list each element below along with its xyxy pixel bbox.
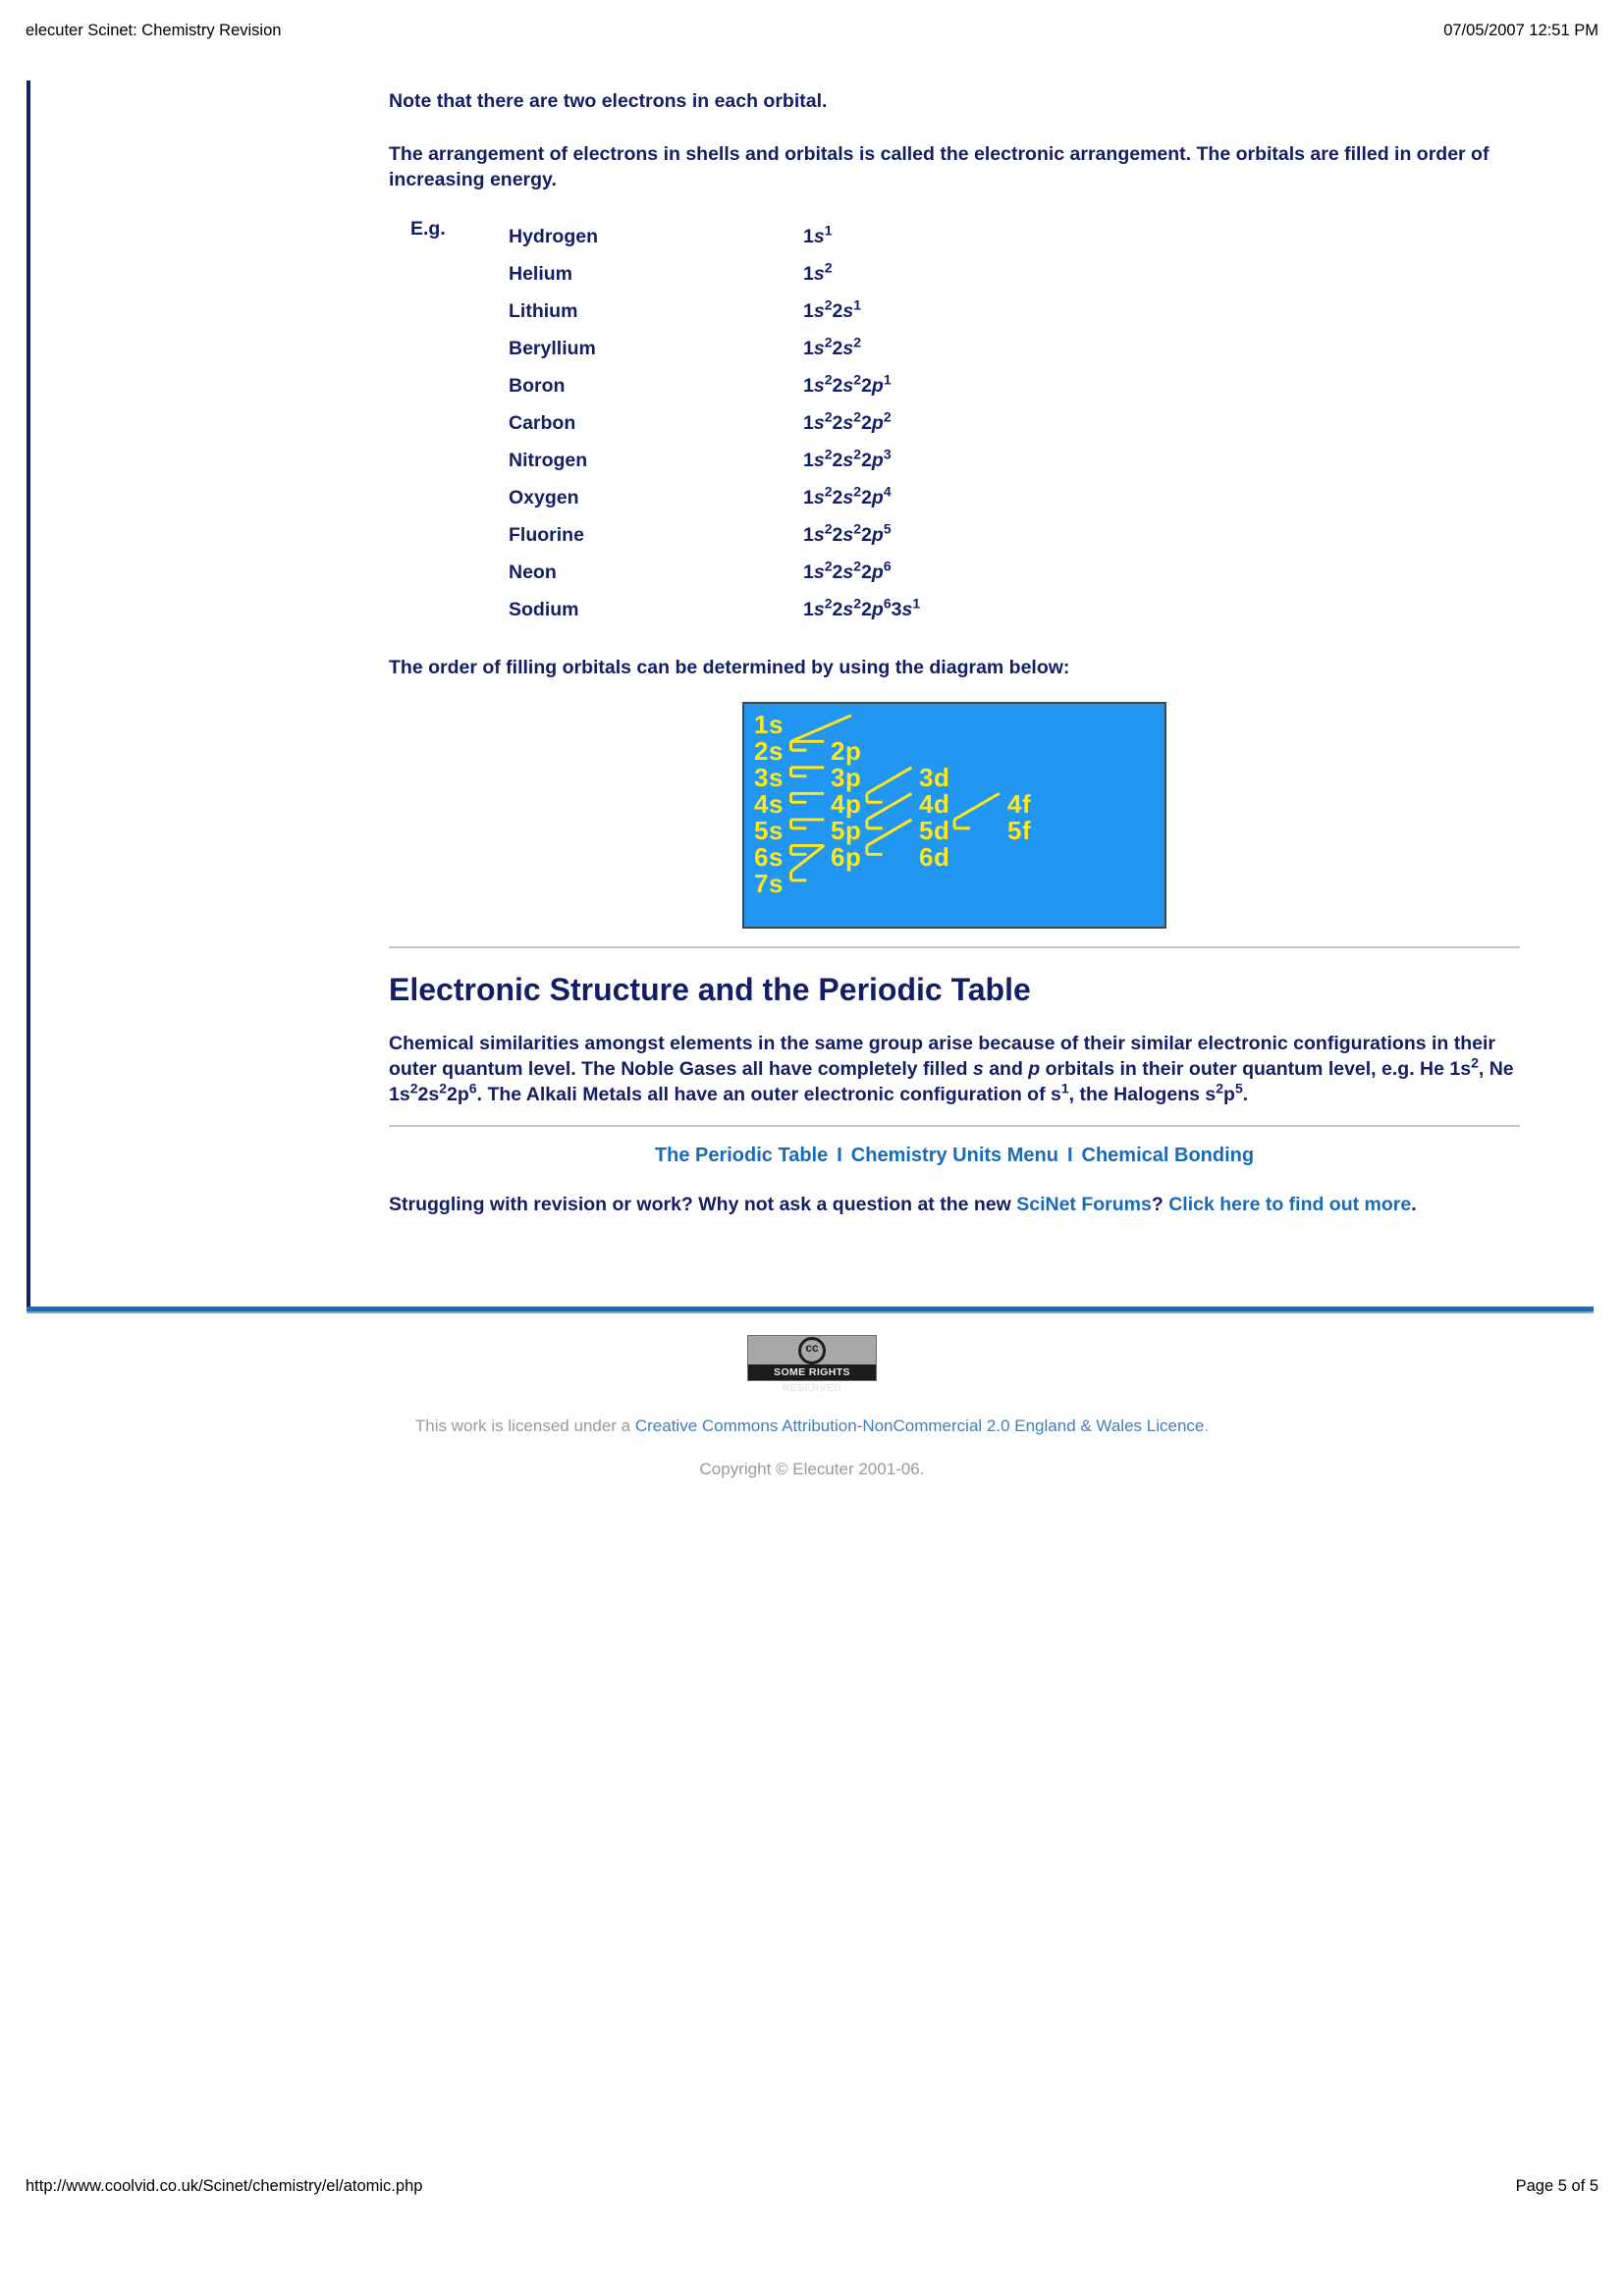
nav-link-chemistry-units-menu[interactable]: Chemistry Units Menu [850,1145,1058,1166]
element-name: Hydrogen [509,226,599,247]
cc-icon: cc [798,1337,826,1364]
orbital-label-6p: 6p [831,842,862,872]
orbital-label-5s: 5s [754,816,784,845]
orbital-label-5f: 5f [1007,816,1032,845]
element-row [509,293,1520,330]
orbital-label-2s: 2s [754,736,784,766]
element-row [509,255,1520,293]
element-configuration: $1s^22s^2$ [803,334,862,359]
orbital-label-1s: 1s [754,710,784,739]
page-title: Electronic Structure and the Periodic Table [389,972,1031,1007]
orbital-filling-diagram [742,702,1166,929]
arrow-3p-to-3s [791,768,825,776]
orbital-diagram-wrapper [389,702,1520,929]
navigation-links [389,1145,1520,1167]
cta-link-click-here[interactable]: Click here to find out more [1168,1194,1412,1215]
element-configuration: $1s^22s^22p^4$ [803,483,892,508]
element-configuration: $1s^22s^22p^5$ [803,520,892,546]
element-row [509,479,1520,516]
element-name: Beryllium [509,338,596,359]
order-of-filling-paragraph: The order of filling orbitals can be determined by using the diagram below: [389,657,1070,678]
element-configuration: $1s^22s^22p^6$ [803,558,892,583]
arrow-6p-to-7s [791,845,825,880]
cta-paragraph [389,1191,1520,1218]
orbital-label-2p: 2p [831,736,862,766]
element-row [509,218,1520,255]
element-name: Carbon [509,412,576,434]
cta-text-before: Struggling with revision or work? Why not ask a question at the new [389,1194,1017,1215]
nav-link-chemical-bonding[interactable]: Chemical Bonding [1081,1145,1255,1166]
divider-above-heading [389,946,1520,948]
element-rows [509,218,1520,628]
element-name: Sodium [509,599,579,620]
page-frame-bottom-rule-light [27,1311,1594,1313]
orbital-label-3p: 3p [831,763,862,792]
note-paragraph: Note that there are two electrons in each orbital. [389,90,828,112]
section-paragraph: Chemical similarities amongst elements in the same group arise because of their similar electronic configurations in their outer quantum level. The Noble Gases all have completely filled s and p orbitals in their outer quantum level, e.g. He $1s^2$, Ne $1s^22s^22p^6$. The Alkali Metals all have an outer electronic configuration of $s^1$, the Halogens $s^2p^5$. [389,1033,1514,1105]
license-text [0,1416,1624,1436]
element-row [509,591,1520,628]
main-content [389,80,1520,1238]
orbital-label-3d: 3d [919,763,950,792]
element-row [509,442,1520,479]
cc-logo-area [748,1336,876,1365]
cta-text-after: . [1411,1194,1417,1215]
orbital-label-3s: 3s [754,763,784,792]
arrow-5d-to-6p [867,820,912,854]
divider-above-links [389,1125,1520,1127]
eg-label: E.g. [410,218,446,240]
orbital-label-4p: 4p [831,789,862,819]
copyright-text: Copyright © Elecuter 2001-06. [699,1460,925,1478]
element-configuration: $1s^1$ [803,222,833,247]
arrangement-paragraph: The arrangement of electrons in shells and orbitals is called the electronic arrangement. The orbitals are filled in order of increasing energy. [389,143,1489,190]
nav-link-the-periodic-table[interactable]: The Periodic Table [654,1145,829,1166]
element-row [509,404,1520,442]
orbital-label-4s: 4s [754,789,784,819]
element-configuration: $1s^22s^22p^3$ [803,446,892,471]
element-configuration: $1s^22s^22p^2$ [803,408,892,434]
element-name: Nitrogen [509,450,588,471]
orbital-label-5d: 5d [919,816,950,845]
element-name: Fluorine [509,524,584,546]
cta-link-scinet-forums[interactable]: SciNet Forums [1016,1194,1152,1215]
element-configuration: $1s^22s^22p^63s^1$ [803,595,921,620]
nav-separator: I [1066,1145,1073,1166]
orbital-label-7s: 7s [754,869,784,898]
license-suffix: . [1204,1416,1210,1435]
orbital-label-4d: 4d [919,789,950,819]
element-configuration: $1s^2$ [803,259,833,285]
element-configuration: $1s^22s^1$ [803,296,862,322]
orbital-label-4f: 4f [1007,789,1032,819]
element-name: Oxygen [509,487,579,508]
print-footer-page: Page 5 of 5 [1515,2177,1598,2195]
creative-commons-badge-wrapper [0,1335,1624,1394]
arrow-4f-to-5d [954,793,1000,828]
orbital-arrows [744,704,1164,927]
print-header [26,22,1598,43]
element-name: Boron [509,375,566,397]
creative-commons-badge[interactable] [747,1335,877,1394]
element-row [509,330,1520,367]
print-footer [26,2177,1598,2199]
license-link[interactable]: Creative Commons Attribution-NonCommercial 2.0 England & Wales Licence [634,1416,1205,1435]
element-row [509,516,1520,554]
print-header-timestamp: 07/05/2007 12:51 PM [1443,22,1598,39]
cta-text-middle: ? [1151,1194,1169,1215]
element-name: Neon [509,561,557,583]
element-name: Helium [509,263,573,285]
print-footer-url: http://www.coolvid.co.uk/Scinet/chemistry/el/atomic.php [26,2177,423,2195]
print-header-title: elecuter Scinet: Chemistry Revision [26,22,282,39]
electron-configuration-list [389,218,1520,628]
arrow-5p-to-5s [791,820,825,828]
nav-separator: I [837,1145,842,1166]
element-row [509,554,1520,591]
orbital-label-5p: 5p [831,816,862,845]
orbital-label-6s: 6s [754,842,784,872]
orbital-label-6d: 6d [919,842,950,872]
license-prefix: This work is licensed under a [414,1416,635,1435]
element-row [509,367,1520,404]
arrow-4p-to-4s [791,793,825,802]
element-name: Lithium [509,300,578,322]
cc-banner-text: SOME RIGHTS RESERVED [748,1364,876,1380]
element-configuration: $1s^22s^22p^1$ [803,371,892,397]
